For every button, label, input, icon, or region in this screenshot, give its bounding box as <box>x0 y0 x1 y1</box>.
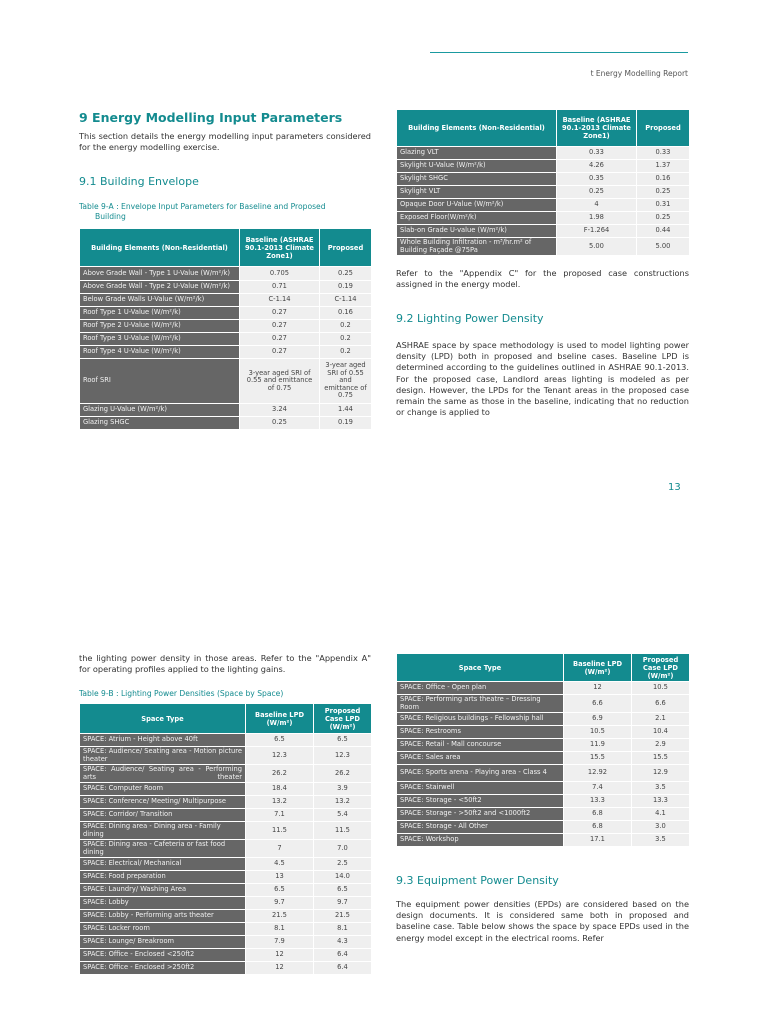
table-row <box>80 936 372 949</box>
section-9-3-body: The equipment power densities (EPDs) are considered based on the design documents. It is considered same both in proposed and baseline case. Table below shows the space by space EPDs used in the energy model except in the electrical rooms. Refer <box>396 899 689 943</box>
table-row <box>80 417 372 430</box>
table-cell: SPACE: Storage - >50ft2 and <1000ft2 <box>397 808 564 821</box>
table-row <box>80 267 372 281</box>
table-cell: SPACE: Retail - Mall concourse <box>397 739 564 752</box>
table-row <box>397 682 690 695</box>
table-cell: 6.4 <box>314 949 372 962</box>
lighting-para-continued: the lighting power density in those areas. Refer to the "Appendix A" for operating profiles applied to the lighting gains. <box>79 653 371 675</box>
column-header: Space Type <box>397 654 564 682</box>
table-cell: 3.24 <box>240 404 320 417</box>
table-cell: 14.0 <box>314 871 372 884</box>
table-cell: 18.4 <box>246 783 314 796</box>
table-cell: SPACE: Office - Enclosed <250ft2 <box>80 949 246 962</box>
table-cell: Glazing SHGC <box>80 417 240 430</box>
table-header-row <box>80 229 372 267</box>
table-row <box>397 726 690 739</box>
table-cell: 6.5 <box>314 884 372 897</box>
table-cell: 7.4 <box>564 782 632 795</box>
table-row <box>80 840 372 858</box>
table-row <box>80 734 372 747</box>
table-cell: Glazing VLT <box>397 147 557 160</box>
table-row <box>397 186 690 199</box>
column-header: Baseline LPD (W/m²) <box>564 654 632 682</box>
section-9-3-heading: 9.3 Equipment Power Density <box>396 874 559 887</box>
table-cell: SPACE: Storage - <50ft2 <box>397 795 564 808</box>
table-cell: SPACE: Corridor/ Transition <box>80 809 246 822</box>
table-row <box>80 796 372 809</box>
header-rule <box>430 52 688 53</box>
table-cell: Exposed Floor(W/m²/k) <box>397 212 557 225</box>
table-cell: 9.7 <box>246 897 314 910</box>
table-cell: 0.19 <box>320 281 372 294</box>
envelope-table-continued <box>396 109 690 256</box>
table-row <box>397 695 690 713</box>
table-cell: 0.2 <box>320 320 372 333</box>
table-cell: 11.5 <box>246 822 314 840</box>
table-cell: 0.27 <box>240 333 320 346</box>
table-cell: 0.31 <box>637 199 690 212</box>
table-cell: 21.5 <box>314 910 372 923</box>
page-number: 13 <box>668 482 681 493</box>
table-cell: 21.5 <box>246 910 314 923</box>
table-cell: SPACE: Locker room <box>80 923 246 936</box>
table-cell: SPACE: Storage - All Other <box>397 821 564 834</box>
table-row <box>80 294 372 307</box>
table-header-row <box>397 110 690 147</box>
table-row <box>80 949 372 962</box>
table-9b-caption: Table 9-B : Lighting Power Densities (Space by Space) <box>79 689 284 698</box>
table-row <box>80 320 372 333</box>
table-header-row <box>397 654 690 682</box>
table-cell: Skylight SHGC <box>397 173 557 186</box>
table-cell: SPACE: Religious buildings - Fellowship hall <box>397 713 564 726</box>
table-row <box>397 173 690 186</box>
table-cell: SPACE: Dining area - Cafeteria or fast food dining <box>80 840 246 858</box>
section-9-heading: 9 Energy Modelling Input Parameters <box>79 110 343 125</box>
table-cell: 0.25 <box>637 186 690 199</box>
table-cell: 3.9 <box>314 783 372 796</box>
table-cell: SPACE: Dining area - Dining area - Family dining <box>80 822 246 840</box>
table-cell: 10.5 <box>632 682 690 695</box>
table-cell: 0.16 <box>320 307 372 320</box>
table-row <box>397 834 690 847</box>
table-cell: 6.6 <box>564 695 632 713</box>
table-row <box>80 281 372 294</box>
table-cell: Glazing U-Value (W/m²/k) <box>80 404 240 417</box>
table-cell: 0.25 <box>557 186 637 199</box>
column-header: Building Elements (Non-Residential) <box>397 110 557 147</box>
table-row <box>80 783 372 796</box>
table-row <box>397 225 690 238</box>
table-row <box>397 821 690 834</box>
table-row <box>80 346 372 359</box>
table-row <box>397 238 690 256</box>
table-cell: 12 <box>246 962 314 975</box>
table-cell: SPACE: Office - Open plan <box>397 682 564 695</box>
table-row <box>80 307 372 320</box>
table-cell: SPACE: Stairwell <box>397 782 564 795</box>
table-row <box>397 147 690 160</box>
table-row <box>80 822 372 840</box>
table-row <box>397 795 690 808</box>
table-cell: 0.44 <box>637 225 690 238</box>
table-cell: 6.9 <box>564 713 632 726</box>
table-row <box>397 160 690 173</box>
table-cell: SPACE: Lobby - Performing arts theater <box>80 910 246 923</box>
table-row <box>80 858 372 871</box>
table-cell: SPACE: Electrical/ Mechanical <box>80 858 246 871</box>
table-cell: 5.4 <box>314 809 372 822</box>
table-cell: SPACE: Lounge/ Breakroom <box>80 936 246 949</box>
table-cell: 4.1 <box>632 808 690 821</box>
table-cell: Opaque Door U-Value (W/m²/k) <box>397 199 557 212</box>
running-header: t Energy Modelling Report <box>590 69 688 78</box>
table-cell: 6.6 <box>632 695 690 713</box>
table-cell: Roof Type 4 U-Value (W/m²/k) <box>80 346 240 359</box>
table-cell: 0.705 <box>240 267 320 281</box>
appendix-c-note: Refer to the "Appendix C" for the proposed case constructions assigned in the energy model. <box>396 268 689 290</box>
table-row <box>80 897 372 910</box>
table-cell: 0.19 <box>320 417 372 430</box>
table-cell: 17.1 <box>564 834 632 847</box>
section-9-1-heading: 9.1 Building Envelope <box>79 175 199 188</box>
table-cell: 4.26 <box>557 160 637 173</box>
table-cell: 0.33 <box>637 147 690 160</box>
table-cell: 4.3 <box>314 936 372 949</box>
table-cell: 0.33 <box>557 147 637 160</box>
table-cell: 15.5 <box>564 752 632 765</box>
table-cell: 6.8 <box>564 821 632 834</box>
table-cell: SPACE: Food preparation <box>80 871 246 884</box>
table-cell: 0.25 <box>240 417 320 430</box>
table-cell: 6.5 <box>314 734 372 747</box>
table-cell: C-1.14 <box>240 294 320 307</box>
table-cell: SPACE: Conference/ Meeting/ Multipurpose <box>80 796 246 809</box>
lpd-table-continued <box>396 653 690 847</box>
table-cell: 2.9 <box>632 739 690 752</box>
table-cell: 6.5 <box>246 734 314 747</box>
table-row <box>397 782 690 795</box>
column-header: Proposed Case LPD (W/m²) <box>314 704 372 734</box>
table-cell: 10.5 <box>564 726 632 739</box>
table-cell: 1.37 <box>637 160 690 173</box>
table-row <box>397 765 690 782</box>
column-header: Baseline LPD (W/m²) <box>246 704 314 734</box>
column-header: Building Elements (Non-Residential) <box>80 229 240 267</box>
table-row <box>80 333 372 346</box>
table-cell: 12.3 <box>314 747 372 765</box>
table-cell: 12 <box>564 682 632 695</box>
table-cell: SPACE: Laundry/ Washing Area <box>80 884 246 897</box>
table-cell: Roof SRI <box>80 359 240 404</box>
table-cell: 8.1 <box>246 923 314 936</box>
column-header: Space Type <box>80 704 246 734</box>
table-cell: 7.1 <box>246 809 314 822</box>
table-cell: 1.98 <box>557 212 637 225</box>
table-cell: 3.5 <box>632 834 690 847</box>
table-cell: 3.0 <box>632 821 690 834</box>
section-9-2-heading: 9.2 Lighting Power Density <box>396 312 544 325</box>
table-cell: 3-year aged SRI of 0.55 and emittance of 0.75 <box>240 359 320 404</box>
table-cell: Skylight U-Value (W/m²/k) <box>397 160 557 173</box>
envelope-table <box>79 228 372 430</box>
table-row <box>397 199 690 212</box>
table-cell: 12.3 <box>246 747 314 765</box>
table-cell: SPACE: Audience/ Seating area - Motion picture theater <box>80 747 246 765</box>
table-header-row <box>80 704 372 734</box>
table-cell: SPACE: Sports arena - Playing area - Class 4 <box>397 765 564 782</box>
column-header: Proposed <box>637 110 690 147</box>
table-cell: 0.25 <box>637 212 690 225</box>
table-row <box>80 923 372 936</box>
table-row <box>80 910 372 923</box>
table-row <box>80 404 372 417</box>
column-header: Baseline (ASHRAE 90.1-2013 Climate Zone1) <box>240 229 320 267</box>
column-header: Baseline (ASHRAE 90.1-2013 Climate Zone1) <box>557 110 637 147</box>
table-cell: 0.16 <box>637 173 690 186</box>
table-cell: 13.3 <box>632 795 690 808</box>
table-cell: SPACE: Office - Enclosed >250ft2 <box>80 962 246 975</box>
table-cell: 0.27 <box>240 320 320 333</box>
table-cell: Below Grade Walls U-Value (W/m²/k) <box>80 294 240 307</box>
table-cell: 7 <box>246 840 314 858</box>
table-cell: SPACE: Atrium - Height above 40ft <box>80 734 246 747</box>
table-cell: 4 <box>557 199 637 212</box>
lpd-table <box>79 703 372 975</box>
table-cell: 13.2 <box>314 796 372 809</box>
table-cell: 12.92 <box>564 765 632 782</box>
table-row <box>397 752 690 765</box>
table-cell: SPACE: Sales area <box>397 752 564 765</box>
table-cell: 6.4 <box>314 962 372 975</box>
table-cell: 13.3 <box>564 795 632 808</box>
table-cell: 6.8 <box>564 808 632 821</box>
table-cell: 10.4 <box>632 726 690 739</box>
table-cell: Above Grade Wall - Type 1 U-Value (W/m²/k) <box>80 267 240 281</box>
table-cell: 13 <box>246 871 314 884</box>
table-cell: 0.2 <box>320 333 372 346</box>
table-cell: 1.44 <box>320 404 372 417</box>
table-cell: 12.9 <box>632 765 690 782</box>
table-cell: SPACE: Workshop <box>397 834 564 847</box>
table-cell: 7.0 <box>314 840 372 858</box>
table-cell: SPACE: Performing arts theatre – Dressing Room <box>397 695 564 713</box>
table-cell: 0.71 <box>240 281 320 294</box>
table-cell: 0.35 <box>557 173 637 186</box>
table-cell: 0.2 <box>320 346 372 359</box>
table-cell: C-1.14 <box>320 294 372 307</box>
table-cell: 0.27 <box>240 307 320 320</box>
table-cell: 15.5 <box>632 752 690 765</box>
table-cell: 12 <box>246 949 314 962</box>
table-cell: 0.27 <box>240 346 320 359</box>
table-cell: SPACE: Lobby <box>80 897 246 910</box>
table-cell: SPACE: Computer Room <box>80 783 246 796</box>
table-cell: 11.5 <box>314 822 372 840</box>
table-cell: 13.2 <box>246 796 314 809</box>
table-cell: Skylight VLT <box>397 186 557 199</box>
table-cell: 9.7 <box>314 897 372 910</box>
table-cell: Roof Type 1 U-Value (W/m²/k) <box>80 307 240 320</box>
table-row <box>80 765 372 783</box>
table-cell: Above Grade Wall - Type 2 U-Value (W/m²/k) <box>80 281 240 294</box>
table-cell: Whole Building Infiltration - m³/hr.m² of Building Façade @75Pa <box>397 238 557 256</box>
table-row <box>80 962 372 975</box>
table-cell: 2.1 <box>632 713 690 726</box>
table-cell: Slab-on Grade U-value (W/m²/k) <box>397 225 557 238</box>
table-cell: 4.5 <box>246 858 314 871</box>
table-row <box>397 713 690 726</box>
table-cell: Roof Type 2 U-Value (W/m²/k) <box>80 320 240 333</box>
table-row <box>397 808 690 821</box>
section-9-2-body: ASHRAE space by space methodology is used to model lighting power density (LPD) both in proposed and bseline cases. Baseline LPD is determined according to the guidelines outlined in ASHRAE 90.1-2013. For the proposed case, Landlord areas lighting is modeled as per design. However, the LPDs for the Tenant areas in the proposed case remain the same as those in the baseline, indicating that no reduction or change is applied to <box>396 340 689 418</box>
table-row <box>397 212 690 225</box>
table-row <box>80 884 372 897</box>
table-cell: 2.5 <box>314 858 372 871</box>
table-cell: 26.2 <box>314 765 372 783</box>
table-cell: 11.9 <box>564 739 632 752</box>
section-9-intro: This section details the energy modelling input parameters considered for the energy modelling exercise. <box>79 131 371 153</box>
table-row <box>80 871 372 884</box>
table-row <box>80 747 372 765</box>
table-cell: 0.25 <box>320 267 372 281</box>
table-cell: 5.00 <box>637 238 690 256</box>
table-row <box>80 809 372 822</box>
table-cell: SPACE: Restrooms <box>397 726 564 739</box>
table-9a-caption: Table 9-A : Envelope Input Parameters for Baseline and Proposed Building <box>79 202 326 221</box>
table-cell: Roof Type 3 U-Value (W/m²/k) <box>80 333 240 346</box>
table-cell: 6.5 <box>246 884 314 897</box>
table-row <box>397 739 690 752</box>
table-cell: 3-year aged SRI of 0.55 and emittance of 0.75 <box>320 359 372 404</box>
table-cell: 26.2 <box>246 765 314 783</box>
table-cell: 7.9 <box>246 936 314 949</box>
table-cell: 3.5 <box>632 782 690 795</box>
column-header: Proposed <box>320 229 372 267</box>
table-cell: 5.00 <box>557 238 637 256</box>
table-cell: F-1.264 <box>557 225 637 238</box>
table-cell: SPACE: Audience/ Seating area - Performing arts theater <box>80 765 246 783</box>
table-row <box>80 359 372 404</box>
table-cell: 8.1 <box>314 923 372 936</box>
column-header: Proposed Case LPD (W/m²) <box>632 654 690 682</box>
